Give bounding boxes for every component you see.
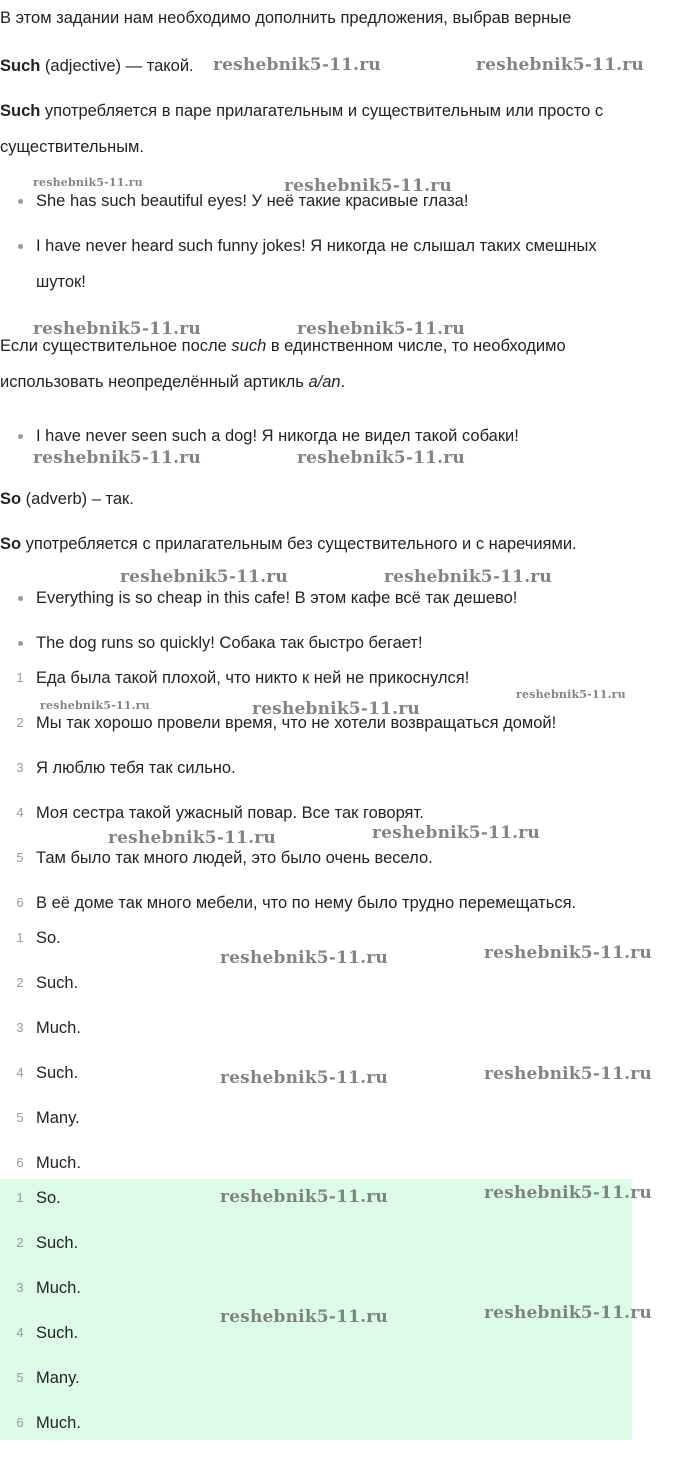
sentence-text: В её доме так много мебели, что по нему было трудно перемещаться. xyxy=(36,894,577,912)
list-item-text: I have never seen such a dog! Я никогда не видел такой собаки! xyxy=(36,427,519,445)
watermark: reshebnik5-11.ru xyxy=(484,1183,652,1203)
bullet-icon xyxy=(18,434,23,439)
sentence-item xyxy=(0,888,680,918)
list-item-text: Everything is so cheap in this cafe! В этом кафе всё так дешево! xyxy=(36,589,518,607)
so-usage-text: употребляется с прилагательным без существительного и с наречиями. xyxy=(21,535,577,553)
answer-text: Much. xyxy=(36,1154,81,1172)
note-emphasis: a/an xyxy=(308,373,341,391)
watermark: reshebnik5-11.ru xyxy=(33,319,201,339)
item-number: 2 xyxy=(16,975,24,990)
sentence-item xyxy=(0,798,680,828)
answer-text: Such. xyxy=(36,974,79,992)
answer-text: Much. xyxy=(36,1414,81,1432)
answer-item-highlighted xyxy=(0,1273,680,1303)
item-number: 4 xyxy=(16,1065,24,1080)
sentence-text: Мы так хорошо провели время, что не хотели возвращаться домой! xyxy=(36,714,557,732)
item-number: 5 xyxy=(16,1370,24,1385)
list-item-text: The dog runs so quickly! Собака так быстро бегает! xyxy=(36,634,423,652)
watermark: reshebnik5-11.ru xyxy=(284,176,452,196)
item-number: 1 xyxy=(16,1190,24,1205)
answer-text: Much. xyxy=(36,1279,81,1297)
answer-text: Many. xyxy=(36,1369,80,1387)
item-number: 3 xyxy=(16,760,24,775)
note-text: Если существительное после xyxy=(0,337,232,355)
such-term: Such xyxy=(0,57,41,75)
watermark: reshebnik5-11.ru xyxy=(476,55,644,75)
item-number: 5 xyxy=(16,1110,24,1125)
sentence-text: Моя сестра такой ужасный повар. Все так говорят. xyxy=(36,804,424,822)
watermark: reshebnik5-11.ru xyxy=(384,567,552,587)
note-text: в единственном числе, то необходимо xyxy=(266,337,566,355)
list-item-text: I have never heard such funny jokes! Я никогда не слышал таких смешных xyxy=(36,237,597,255)
watermark: reshebnik5-11.ru xyxy=(484,1303,652,1323)
such-usage-text: употребляется в паре прилагательным и существительным или просто с xyxy=(40,102,604,120)
bullet-icon xyxy=(18,244,23,249)
watermark: reshebnik5-11.ru xyxy=(33,448,201,468)
answer-item-highlighted xyxy=(0,1408,680,1438)
watermark: reshebnik5-11.ru xyxy=(297,448,465,468)
watermark: reshebnik5-11.ru xyxy=(220,1187,388,1207)
answer-text: Such. xyxy=(36,1324,79,1342)
bullet-icon xyxy=(18,596,23,601)
watermark: reshebnik5-11.ru xyxy=(484,943,652,963)
watermark: reshebnik5-11.ru xyxy=(220,1307,388,1327)
watermark: reshebnik5-11.ru xyxy=(220,948,388,968)
watermark: reshebnik5-11.ru xyxy=(484,1064,652,1084)
sentence-text: Там было так много людей, это было очень весело. xyxy=(36,849,433,867)
item-number: 4 xyxy=(16,1325,24,1340)
answer-item xyxy=(0,1103,680,1133)
answer-item xyxy=(0,1148,680,1178)
answer-text: So. xyxy=(36,929,61,947)
such-usage-line2: существительным. xyxy=(0,138,144,156)
note-text: . xyxy=(340,373,346,391)
watermark: reshebnik5-11.ru xyxy=(120,567,288,587)
item-number: 6 xyxy=(16,895,24,910)
sentence-item xyxy=(0,753,680,783)
sentence-text: Еда была такой плохой, что никто к ней не прикоснулся! xyxy=(36,669,470,687)
item-number: 6 xyxy=(16,1415,24,1430)
item-number: 4 xyxy=(16,805,24,820)
so-usage-term: So xyxy=(0,535,22,553)
bullet-icon xyxy=(18,199,23,204)
answer-item xyxy=(0,968,680,998)
list-item-text: She has such beautiful eyes! У неё такие красивые глаза! xyxy=(36,192,469,210)
answer-text: So. xyxy=(36,1189,61,1207)
intro-text: В этом задании нам необходимо дополнить предложения, выбрав верные xyxy=(0,9,572,27)
item-number: 1 xyxy=(16,930,24,945)
sentence-text: Я люблю тебя так сильно. xyxy=(36,759,236,777)
so-usage xyxy=(0,526,577,562)
article-note-line2 xyxy=(0,364,345,400)
watermark: reshebnik5-11.ru xyxy=(213,55,381,75)
answer-text: Much. xyxy=(36,1019,81,1037)
list-item-continuation: шуток! xyxy=(36,273,86,291)
so-definition xyxy=(0,481,134,517)
watermark: reshebnik5-11.ru xyxy=(516,688,626,701)
so-term: So xyxy=(0,490,22,508)
item-number: 2 xyxy=(16,715,24,730)
answer-text: Many. xyxy=(36,1109,80,1127)
such-usage-line1 xyxy=(0,93,603,129)
watermark: reshebnik5-11.ru xyxy=(372,823,540,843)
answer-item-highlighted xyxy=(0,1228,680,1258)
answer-text: Such. xyxy=(36,1234,79,1252)
watermark: reshebnik5-11.ru xyxy=(108,828,276,848)
watermark: reshebnik5-11.ru xyxy=(252,699,420,719)
note-emphasis: such xyxy=(231,337,267,355)
watermark: reshebnik5-11.ru xyxy=(33,176,143,189)
item-number: 6 xyxy=(16,1155,24,1170)
item-number: 1 xyxy=(16,670,24,685)
bullet-icon xyxy=(18,641,23,646)
such-definition-text: (adjective) — такой. xyxy=(40,57,194,75)
watermark: reshebnik5-11.ru xyxy=(220,1068,388,1088)
item-number: 3 xyxy=(16,1020,24,1035)
answer-text: Such. xyxy=(36,1064,79,1082)
item-number: 2 xyxy=(16,1235,24,1250)
such-usage-term: Such xyxy=(0,102,41,120)
answer-item-highlighted xyxy=(0,1363,680,1393)
item-number: 5 xyxy=(16,850,24,865)
sentence-item xyxy=(0,843,680,873)
answer-item xyxy=(0,1013,680,1043)
note-text: использовать неопределённый артикль xyxy=(0,373,309,391)
such-definition xyxy=(0,48,194,84)
watermark: reshebnik5-11.ru xyxy=(40,699,150,712)
so-definition-text: (adverb) – так. xyxy=(21,490,134,508)
item-number: 3 xyxy=(16,1280,24,1295)
watermark: reshebnik5-11.ru xyxy=(297,319,465,339)
